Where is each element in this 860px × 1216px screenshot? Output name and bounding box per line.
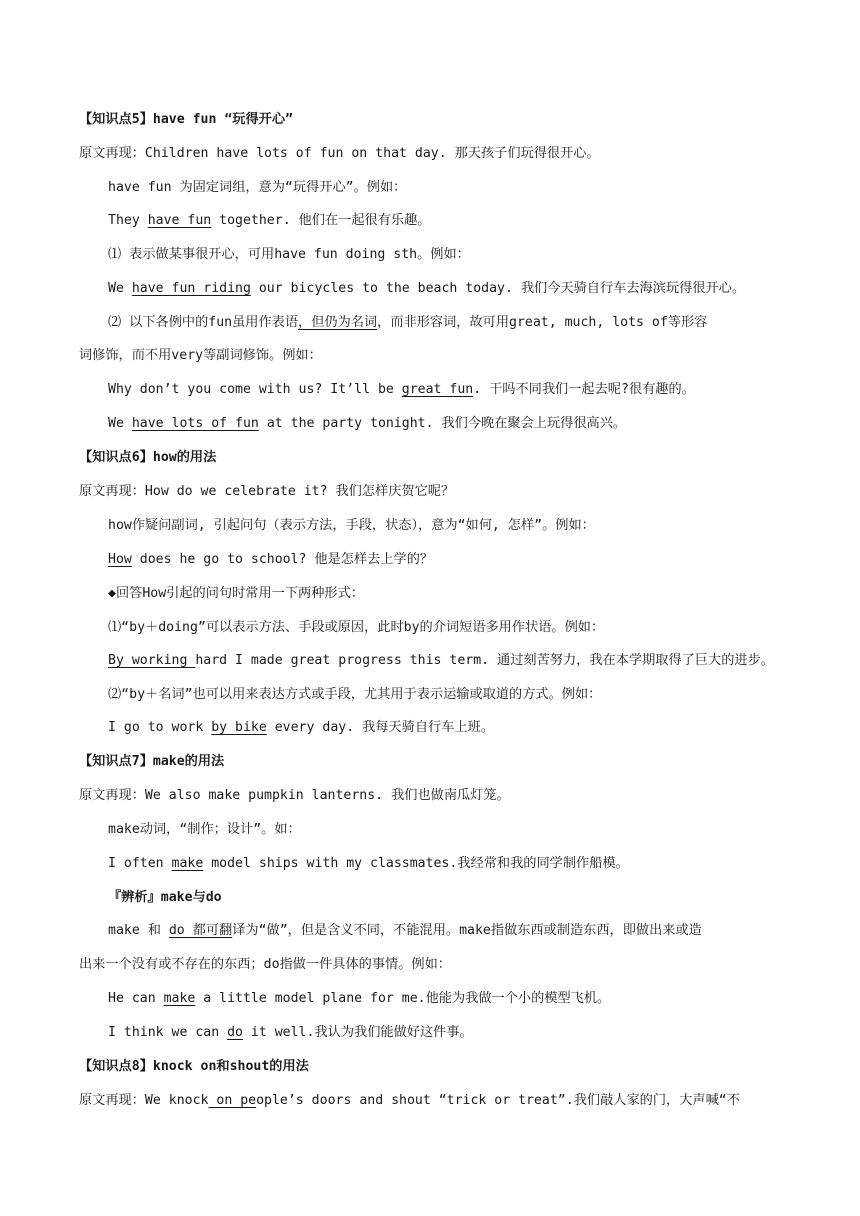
section-6-intro: how作疑问副词, 引起问句（表示方法，手段，状态），意为“如何, 怎样”。例如： [108, 518, 595, 533]
section-6-example-1: How does he go to school? 他是怎样去上学的？ [108, 552, 434, 567]
section-5-example-4: We have lots of fun at the party tonight. 我们今晚在聚会上玩得很高兴。 [108, 416, 627, 431]
section-7-comparison-continued: 出来一个没有或不存在的东西；do指做一件具体的事情。例如： [79, 957, 451, 972]
section-7-intro: make动词，“制作；设计”。如： [108, 822, 301, 837]
section-5-heading: 【知识点5】have fun “玩得开心” [79, 112, 293, 127]
section-5-point-1: ⑴ 表示做某事很开心，可用have fun doing sth。例如： [108, 247, 470, 262]
section-6-heading: 【知识点6】how的用法 [79, 450, 217, 465]
section-7-comparison: make 和 do 都可翻译为“做”，但是含义不同，不能混用。make指做东西或制造东西，即做出来或造 [108, 923, 702, 938]
section-6-original-text: 原文再现：How do we celebrate it? 我们怎样庆贺它呢？ [79, 484, 455, 499]
section-5-example-2: We have fun riding our bicycles to the beach today. 我们今天骑自行车去海滨玩得很开心。 [108, 281, 746, 296]
section-6-example-2: By working hard I made great progress this term. 通过刻苦努力，我在本学期取得了巨大的进步。 [108, 653, 774, 668]
section-7-example-1: I often make model ships with my classmates.我经常和我的同学制作船模。 [108, 856, 629, 871]
section-6-point-2: ⑵“by＋名词”也可以用来表达方式或手段，尤其用于表示运输或取道的方式。例如： [108, 687, 602, 702]
section-7-example-2: He can make a little model plane for me.他能为我做一个小的模型飞机。 [108, 991, 611, 1006]
section-5-intro: have fun 为固定词组，意为“玩得开心”。例如： [108, 180, 407, 195]
section-6-point-1: ⑴“by＋doing”可以表示方法、手段或原因，此时by的介词短语多用作状语。例如： [108, 620, 605, 635]
section-6-example-3: I go to work by bike every day. 我每天骑自行车上班。 [108, 720, 494, 735]
section-7-original-text: 原文再现：We also make pumpkin lanterns. 我们也做南瓜灯笼。 [79, 788, 510, 803]
section-8-heading: 【知识点8】knock on和shout的用法 [79, 1059, 309, 1074]
section-5-point-2: ⑵ 以下各例中的fun虽用作表语，但仍为名词，而非形容词，故可用great, much, lots of等形容 [108, 315, 708, 330]
section-5-original-text: 原文再现：Children have lots of fun on that day. 那天孩子们玩得很开心。 [79, 146, 600, 161]
section-6-note: ◆回答How引起的问句时常用一下两种形式： [108, 586, 364, 601]
section-5-point-2-continued: 词修饰，而不用very等副词修饰。例如： [79, 348, 322, 363]
section-7-example-3: I think we can do it well.我认为我们能做好这件事。 [108, 1025, 473, 1040]
section-5-example-3: Why don’t you come with us? It’ll be great fun. 干吗不同我们一起去呢?很有趣的。 [108, 382, 695, 397]
section-7-heading: 【知识点7】make的用法 [79, 754, 225, 769]
section-8-original-text: 原文再现：We knock on people’s doors and shout “trick or treat”.我们敲人家的门，大声喊“不 [79, 1093, 740, 1108]
section-7-analysis-heading: 『辨析』make与do [108, 890, 222, 905]
section-5-example-1: They have fun together. 他们在一起很有乐趣。 [108, 213, 431, 228]
